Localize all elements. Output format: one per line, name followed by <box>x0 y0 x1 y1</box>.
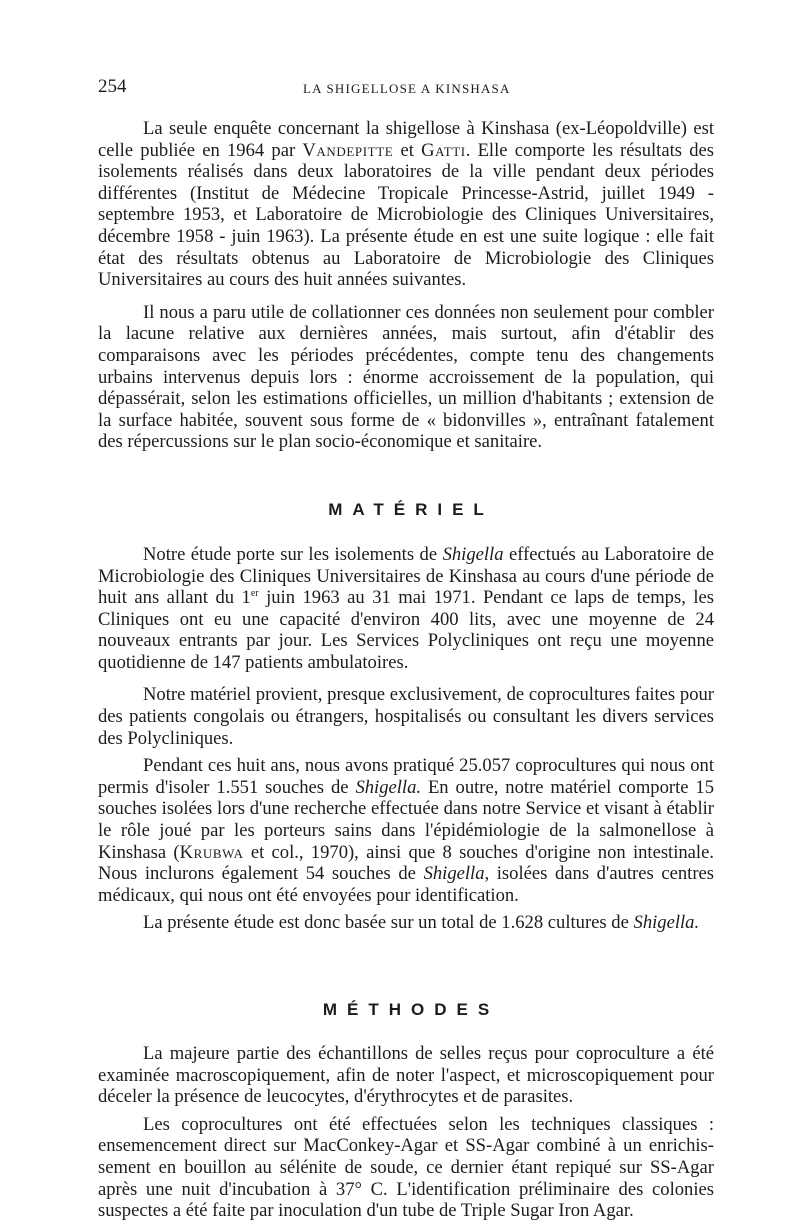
genus-name: Shigella, <box>423 863 490 885</box>
running-title: LA SHIGELLOSE A KINSHASA <box>303 81 511 96</box>
ordinal-superscript: er <box>250 587 259 599</box>
author-name: Gatti <box>421 139 466 161</box>
methodes-paragraph-2: Les coprocultures ont été effectuées selon les techniques classiques : ensemencement direct sur MacConkey-Agar et SS-Agar combiné à un enrichissement en bouillon au sélénite de soude, ce dernier étant repiqué sur SS-Agar après une nuit d'incubation à 37° C. L'identification préliminaire des colonies suspectes a été faite par inoculation d'un tube de Triple Sugar Iron Agar. <box>98 1113 714 1222</box>
intro-paragraph-1: La seule enquête concernant la shigellose à Kinshasa (ex-Léopoldville) est celle publiée en 1964 par Vandepitte et Gatti. Elle comporte les résultats des isolements réalisés dans deux laboratoires de la ville pendant deux périodes différentes (Institut de Médecine Tropicale Princesse-Astrid, juillet 1949 - septembre 1953, et Laboratoire de Microbiologie des Cliniques Universitaires, décembre 1958 - juin 1963). La présente étude en est une suite logique : elle fait état des résultats obtenus au Laboratoire de Microbiologie des Cliniques Universitaires au cours des huit années suivantes. <box>98 118 714 291</box>
page-header <box>98 76 714 100</box>
author-name: Krubwa <box>179 841 244 863</box>
page-content <box>98 118 714 1222</box>
genus-name: Shigella. <box>633 912 700 934</box>
section-heading-methodes: MÉTHODES <box>322 1000 500 1019</box>
page-number: 254 <box>98 76 127 97</box>
genus-name: Shigella <box>442 543 504 565</box>
author-name: Vandepitte <box>302 139 394 161</box>
materiel-paragraph-4: La présente étude est donc basée sur un total de 1.628 cultures de Shigella. <box>143 912 700 934</box>
section-heading-materiel: MATÉRIEL <box>328 499 494 519</box>
materiel-paragraph-1: Notre étude porte sur les isolements de Shigella effectués au Laboratoire de Microbiologie des Cliniques Universitaires de Kinshasa au cours d'une période de huit ans allant du 1er juin 1963 au 31 mai 1971. Pendant ce laps de temps, les Cliniques ont eu une capacité d'environ 400 lits, avec une moyenne de 24 nouveaux entrants par jour. Les Services Polycliniques ont reçu une moyenne quotidienne de 147 patients ambulatoires. <box>98 543 714 673</box>
materiel-paragraph-3: Pendant ces huit ans, nous avons pratiqué 25.057 coprocultures qui nous ont permis d'isoler 1.551 souches de Shigella. En outre, notre matériel comporte 15 souches isolées lors d'une recherche effectuée dans notre Service et visant à établir le rôle joué par les porteurs sains dans l'épidémiologie de la salmonellose à Kinshasa (Krubwa et col., 1970), ainsi que 8 souches d'origine non intestinale. Nous inclurons également 54 souches de Shigella, isolées dans d'autres centres médicaux, qui nous ont été envoyées pour identification. <box>98 755 715 906</box>
methodes-paragraph-1: La majeure partie des échantillons de selles reçus pour coproculture a été examinée macroscopiquement, afin de noter l'aspect, et microscopiquement pour déceler la présence de leucocytes, d'érythrocytes et de parasites. <box>98 1043 714 1108</box>
intro-paragraph-2: Il nous a paru utile de collationner ces données non seulement pour combler la lacune relative aux dernières années, mais surtout, afin d'établir des comparaisons avec les périodes précédentes, compte tenu des changements urbains intervenus depuis lors : énorme accroissement de la population, qui dépassérait, selon les estimations officielles, un million d'habitants ; extension de la surface habitée, souvent sous forme de « bidonvilles », entraînant fatalement des répercussions sur le plan socio-économique et sanitaire. <box>98 301 714 453</box>
genus-name: Shigella. <box>355 776 422 798</box>
materiel-paragraph-2: Notre matériel provient, presque exclusivement, de coprocultures faites pour des patients congolais ou étrangers, hospitalisés ou consultant les divers services des Polycliniques. <box>98 684 714 749</box>
